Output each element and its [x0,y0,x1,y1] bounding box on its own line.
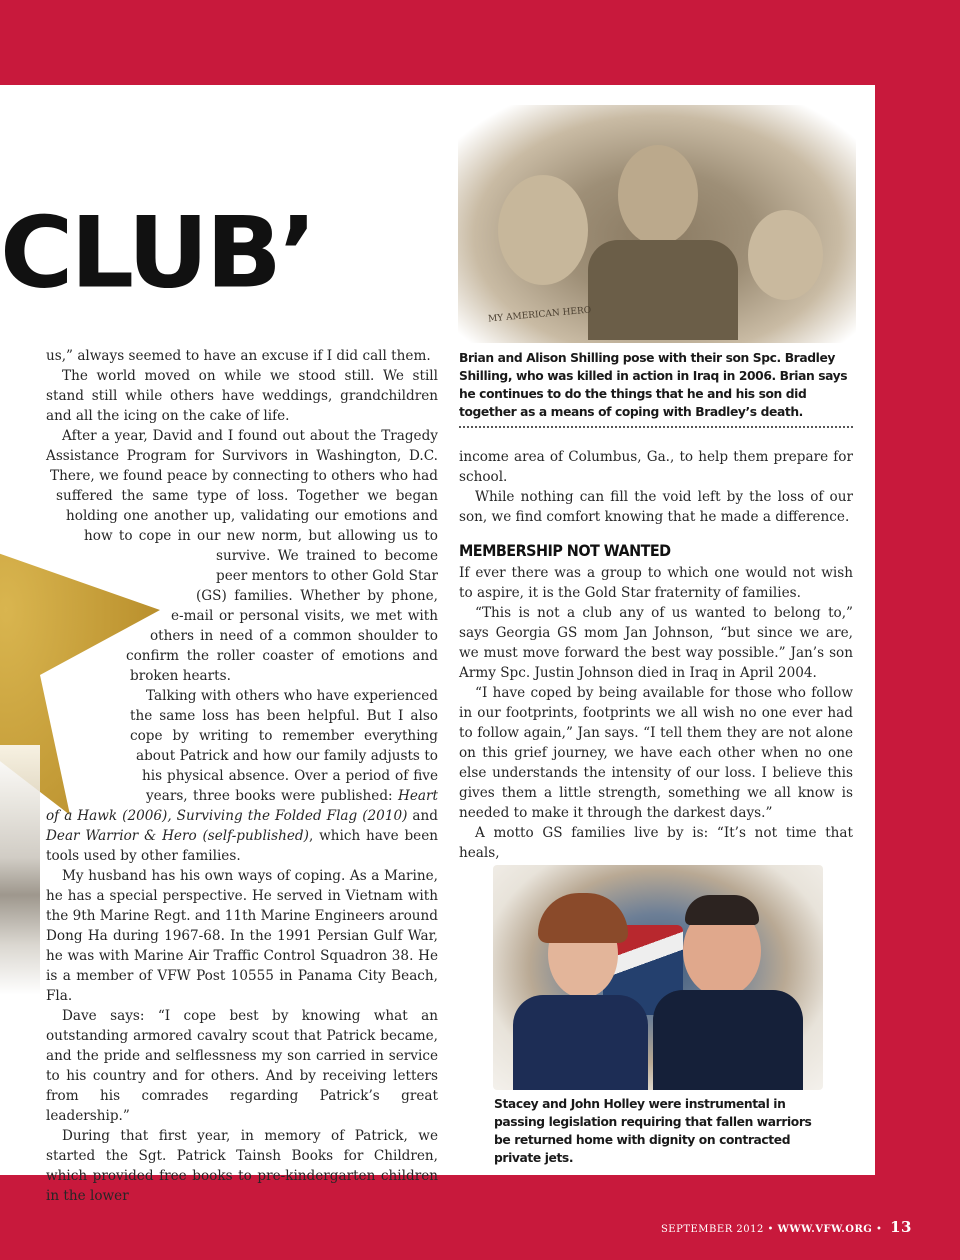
footer-separator-2: • [876,1224,883,1235]
right-para-1: income area of Columbus, Ga., to help them prepare for school. [459,449,853,485]
book-titles-1: Heart of a Hawk (2006), Surviving the Folded Flag (2010) [46,788,438,824]
shilling-family-photo [458,105,856,343]
left-para-2: The world moved on while we stood still. We still stand still while others have weddings, grandchildren and all the icing on the cake of life. [46,368,438,424]
left-para-5: My husband has his own ways of coping. As a Marine, he has a special perspective. He served in Vietnam with the 9th Marine Regt. and 11th Marine Engineers around Dong Ha during 1967-68. In the 1991 Persian Gulf War, he was with Marine Air Traffic Control Squadron 38. He is a member of VFW Post 10555 in Panama City Beach, Fla. [46,868,438,1004]
issue-date: SEPTEMBER 2012 [660,1224,764,1235]
left-para-3: After a year, David and I found out about the Tragedy Assistance Program for Survivors in Washington, D.C. There, we found peace by connecting to others who had suffered the same type of loss. Together we began holding one another up, validating our emotions and how to cope in our new norm, but allowing us to survive. We trained to become peer mentors to other Gold Star (GS) families. Whether by phone, e-mail or personal visits, we met with others in need of a common shoulder to confirm the roller coaster of emotions and broken hearts. [46,428,438,684]
left-para-6: Dave says: “I cope best by knowing what an outstanding armored cavalry scout that Patrick became, and the pride and selflessness my son carried in service to his country and for others. And by receiving letters from his comrades regarding Patrick’s great leadership.” [46,1008,438,1124]
headline: CLUB’ [0,195,314,310]
holley-couple-photo [493,865,823,1090]
right-para-2: While nothing can fill the void left by the loss of our son, we find comfort knowing that he made a difference. [459,489,853,525]
left-para-4-end: , which have been tools used by other families. [46,828,438,864]
page-footer [600,1218,912,1236]
right-para-3: If ever there was a group to which one would not wish to aspire, it is the Gold Star fraternity of families. [459,565,853,601]
left-para-1: us,” always seemed to have an excuse if I did call them. [46,348,431,364]
left-text-column [46,346,438,1206]
website: WWW.VFW.ORG [777,1224,873,1235]
photo-caption-shilling: Brian and Alison Shilling pose with their son Spc. Bradley Shilling, who was killed in action in Iraq in 2006. Brian says he continues to do the things that he and his son did together as a means of coping with Bradley’s death. [459,351,848,419]
shirt-text: MY AMERICAN HERO [487,305,592,325]
footer-separator-1: • [767,1224,774,1235]
right-para-4: “This is not a club any of us wanted to belong to,” says Georgia GS mom Jan Johnson, “but since we are, we must move forward the best way possible.” Jan’s son Army Spc. Justin Johnson died in Iraq in April 2004. [459,605,853,681]
dotted-divider [459,426,853,428]
right-para-5: “I have coped by being available for those who follow in our footprints, footprints we all wish no one ever had to follow again,” Jan says. “I tell them they are not alone on this grief journey, we have each other when no one else understands the intensity of our loss. I believe this gives them a little strength, something we all know is needed to make it through the darkest days.” [459,685,853,821]
left-para-7: During that first year, in memory of Patrick, we started the Sgt. Patrick Tainsh Books for Children, which provided free books to pre-kindergarten children in the lower [46,1128,438,1204]
right-text-column [459,447,853,863]
left-para-4-and: and [407,808,438,824]
photo-caption-holley: Stacey and John Holley were instrumental in passing legislation requiring that fallen warriors be returned home with dignity on contracted private jets. [494,1097,812,1165]
right-para-6: A motto GS families live by is: “It’s not time that heals, [459,825,853,861]
book-titles-2: Dear Warrior & Hero (self-published) [46,828,309,844]
section-subhead: MEMBERSHIP NOT WANTED [459,541,671,560]
partial-photo-edge [0,745,40,995]
left-para-4-start: Talking with others who have experienced the same loss has been helpful. But I also cope by writing to remember everything about Patrick and how our family adjusts to his physical absence. Over a period of five years, three books were published: [130,688,438,804]
page-number: 13 [890,1218,912,1236]
magazine-page [0,85,875,1204]
